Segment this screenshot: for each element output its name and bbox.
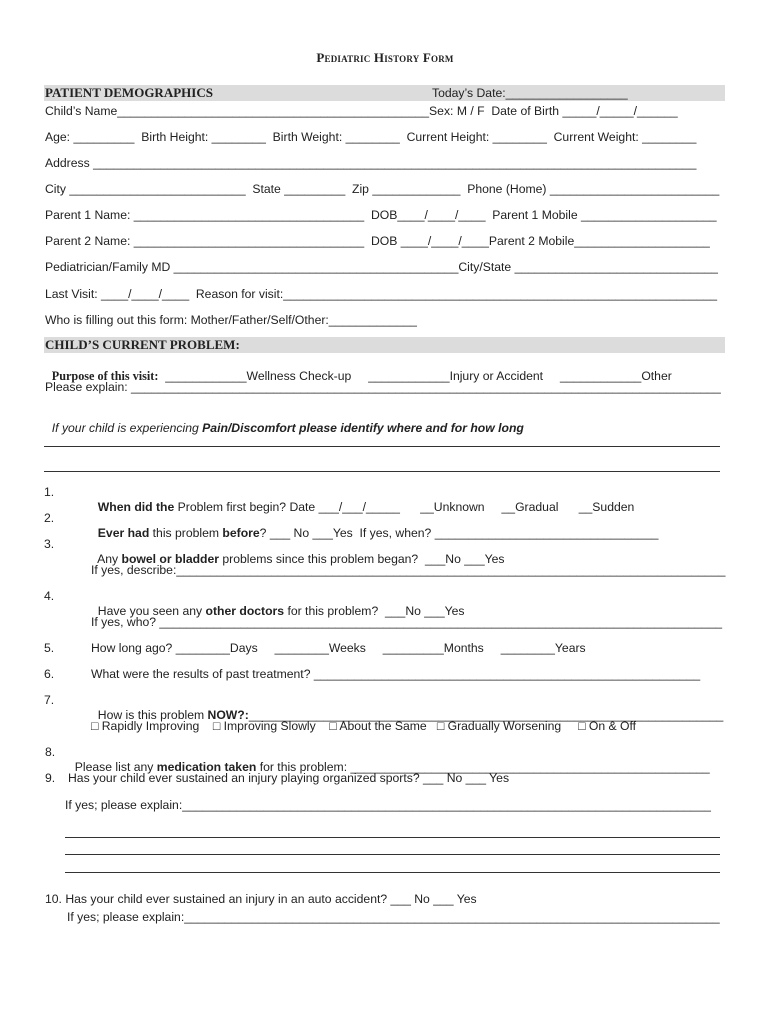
q9-text[interactable]: Has your child ever sustained an injury playing organized sports? ___ No ___ Yes: [68, 771, 510, 785]
parent1-line[interactable]: Parent 1 Name: __________________________________ DOB____/____/____ Parent 1 Mobile ____________________: [45, 208, 717, 222]
q9-explain-line[interactable]: If yes; please explain:______________________________________________________________________________: [65, 798, 711, 812]
address-line[interactable]: Address _________________________________________________________________________________________: [45, 156, 697, 170]
pain-instruction: [45, 406, 524, 436]
q2-number: 2.: [44, 511, 55, 525]
pain-answer-line-1[interactable]: [44, 446, 720, 447]
todays-date-field[interactable]: Today’s Date:__________________: [432, 86, 628, 100]
q7-bold: NOW?:: [207, 708, 249, 722]
purpose-label: Purpose of this visit:: [51, 369, 159, 383]
q9-answer-line-3[interactable]: [65, 872, 720, 873]
form-title: Pediatric History Form: [316, 50, 454, 65]
q7-rest[interactable]: ______________________________________________________________________: [248, 708, 724, 722]
q1-rest[interactable]: Problem first begin? Date ___/___/_____ __Unknown __Gradual __Sudden: [174, 500, 635, 514]
q9-answer-line-1[interactable]: [65, 837, 720, 838]
age-height-weight-line[interactable]: Age: _________ Birth Height: ________ Birth Weight: ________ Current Height: ________ Current Weight: ________: [45, 130, 697, 144]
demographics-header: PATIENT DEMOGRAPHICS: [45, 85, 213, 100]
q6-number: 6.: [44, 667, 55, 681]
pain-instruction-bold: Pain/Discomfort please identify where and for how long: [202, 421, 524, 435]
pain-instruction-prefix: If your child is experiencing: [51, 421, 203, 435]
q2-bold-1: Ever had: [97, 526, 150, 540]
q7-checkbox-options[interactable]: □ Rapidly Improving □ Improving Slowly □ About the Same □ Gradually Worsening □ On & Off: [91, 719, 637, 733]
q5-number: 5.: [44, 641, 55, 655]
q8-rest[interactable]: for this problem: _____________________________________________________: [256, 760, 710, 774]
q4-who-line[interactable]: If yes, who? ___________________________________________________________________________________: [91, 615, 723, 629]
q4-pre: Have you seen any: [97, 604, 206, 618]
q3-rest[interactable]: problems since this problem began? ___No ___Yes: [219, 552, 505, 566]
q3-describe-line[interactable]: If yes, describe:_________________________________________________________________________________: [91, 563, 726, 577]
pediatrician-line[interactable]: Pediatrician/Family MD __________________________________________City/State ______________________________: [45, 260, 718, 274]
q9-number: 9.: [45, 771, 56, 785]
q9-answer-line-2[interactable]: [65, 854, 720, 855]
q8-bold: medication taken: [156, 760, 257, 774]
q1-bold: When did the: [97, 500, 175, 514]
city-state-zip-line[interactable]: City __________________________ State _________ Zip _____________ Phone (Home) _________________________: [45, 182, 720, 196]
q2-rest[interactable]: ? ___ No ___Yes If yes, when? _________________________________: [259, 526, 659, 540]
form-filler-line[interactable]: Who is filling out this form: Mother/Father/Self/Other:_____________: [45, 313, 417, 327]
q8-number: 8.: [45, 745, 56, 759]
pain-answer-line-2[interactable]: [44, 471, 720, 472]
q4-rest[interactable]: for this problem? ___No ___Yes: [284, 604, 465, 618]
q3-pre: Any: [97, 552, 122, 566]
q2-mid: this problem: [149, 526, 223, 540]
q1-number: 1.: [44, 485, 55, 499]
please-explain-line[interactable]: Please explain: _______________________________________________________________________________________: [45, 380, 721, 394]
q3-number: 3.: [44, 537, 55, 551]
child-name-line[interactable]: Child’s Name______________________________________________Sex: M / F Date of Birth _____/_____/______: [45, 104, 678, 118]
parent2-line[interactable]: Parent 2 Name: __________________________________ DOB ____/____/____Parent 2 Mobile____________________: [45, 234, 710, 248]
last-visit-line[interactable]: Last Visit: ____/____/____ Reason for visit:________________________________________________________________: [45, 287, 718, 301]
q8-pre: Please list any: [74, 760, 157, 774]
q10-explain-line[interactable]: If yes; please explain:_______________________________________________________________________________: [67, 910, 720, 924]
q4-bold: other doctors: [205, 604, 285, 618]
q7-number: 7.: [44, 693, 55, 707]
q10-text[interactable]: 10. Has your child ever sustained an injury in an auto accident? ___ No ___ Yes: [45, 892, 477, 906]
q4-number: 4.: [44, 589, 55, 603]
problem-header: CHILD’S CURRENT PROBLEM:: [45, 337, 240, 352]
q2-bold-2: before: [222, 526, 260, 540]
q3-bold: bowel or bladder: [121, 552, 220, 566]
q5-text[interactable]: How long ago? ________Days ________Weeks _________Months ________Years: [91, 641, 586, 655]
purpose-options[interactable]: ____________Wellness Check-up ____________Injury or Accident ____________Other: [158, 369, 672, 383]
q6-text[interactable]: What were the results of past treatment? _________________________________________________________: [91, 667, 701, 681]
q7-pre: How is this problem: [97, 708, 208, 722]
